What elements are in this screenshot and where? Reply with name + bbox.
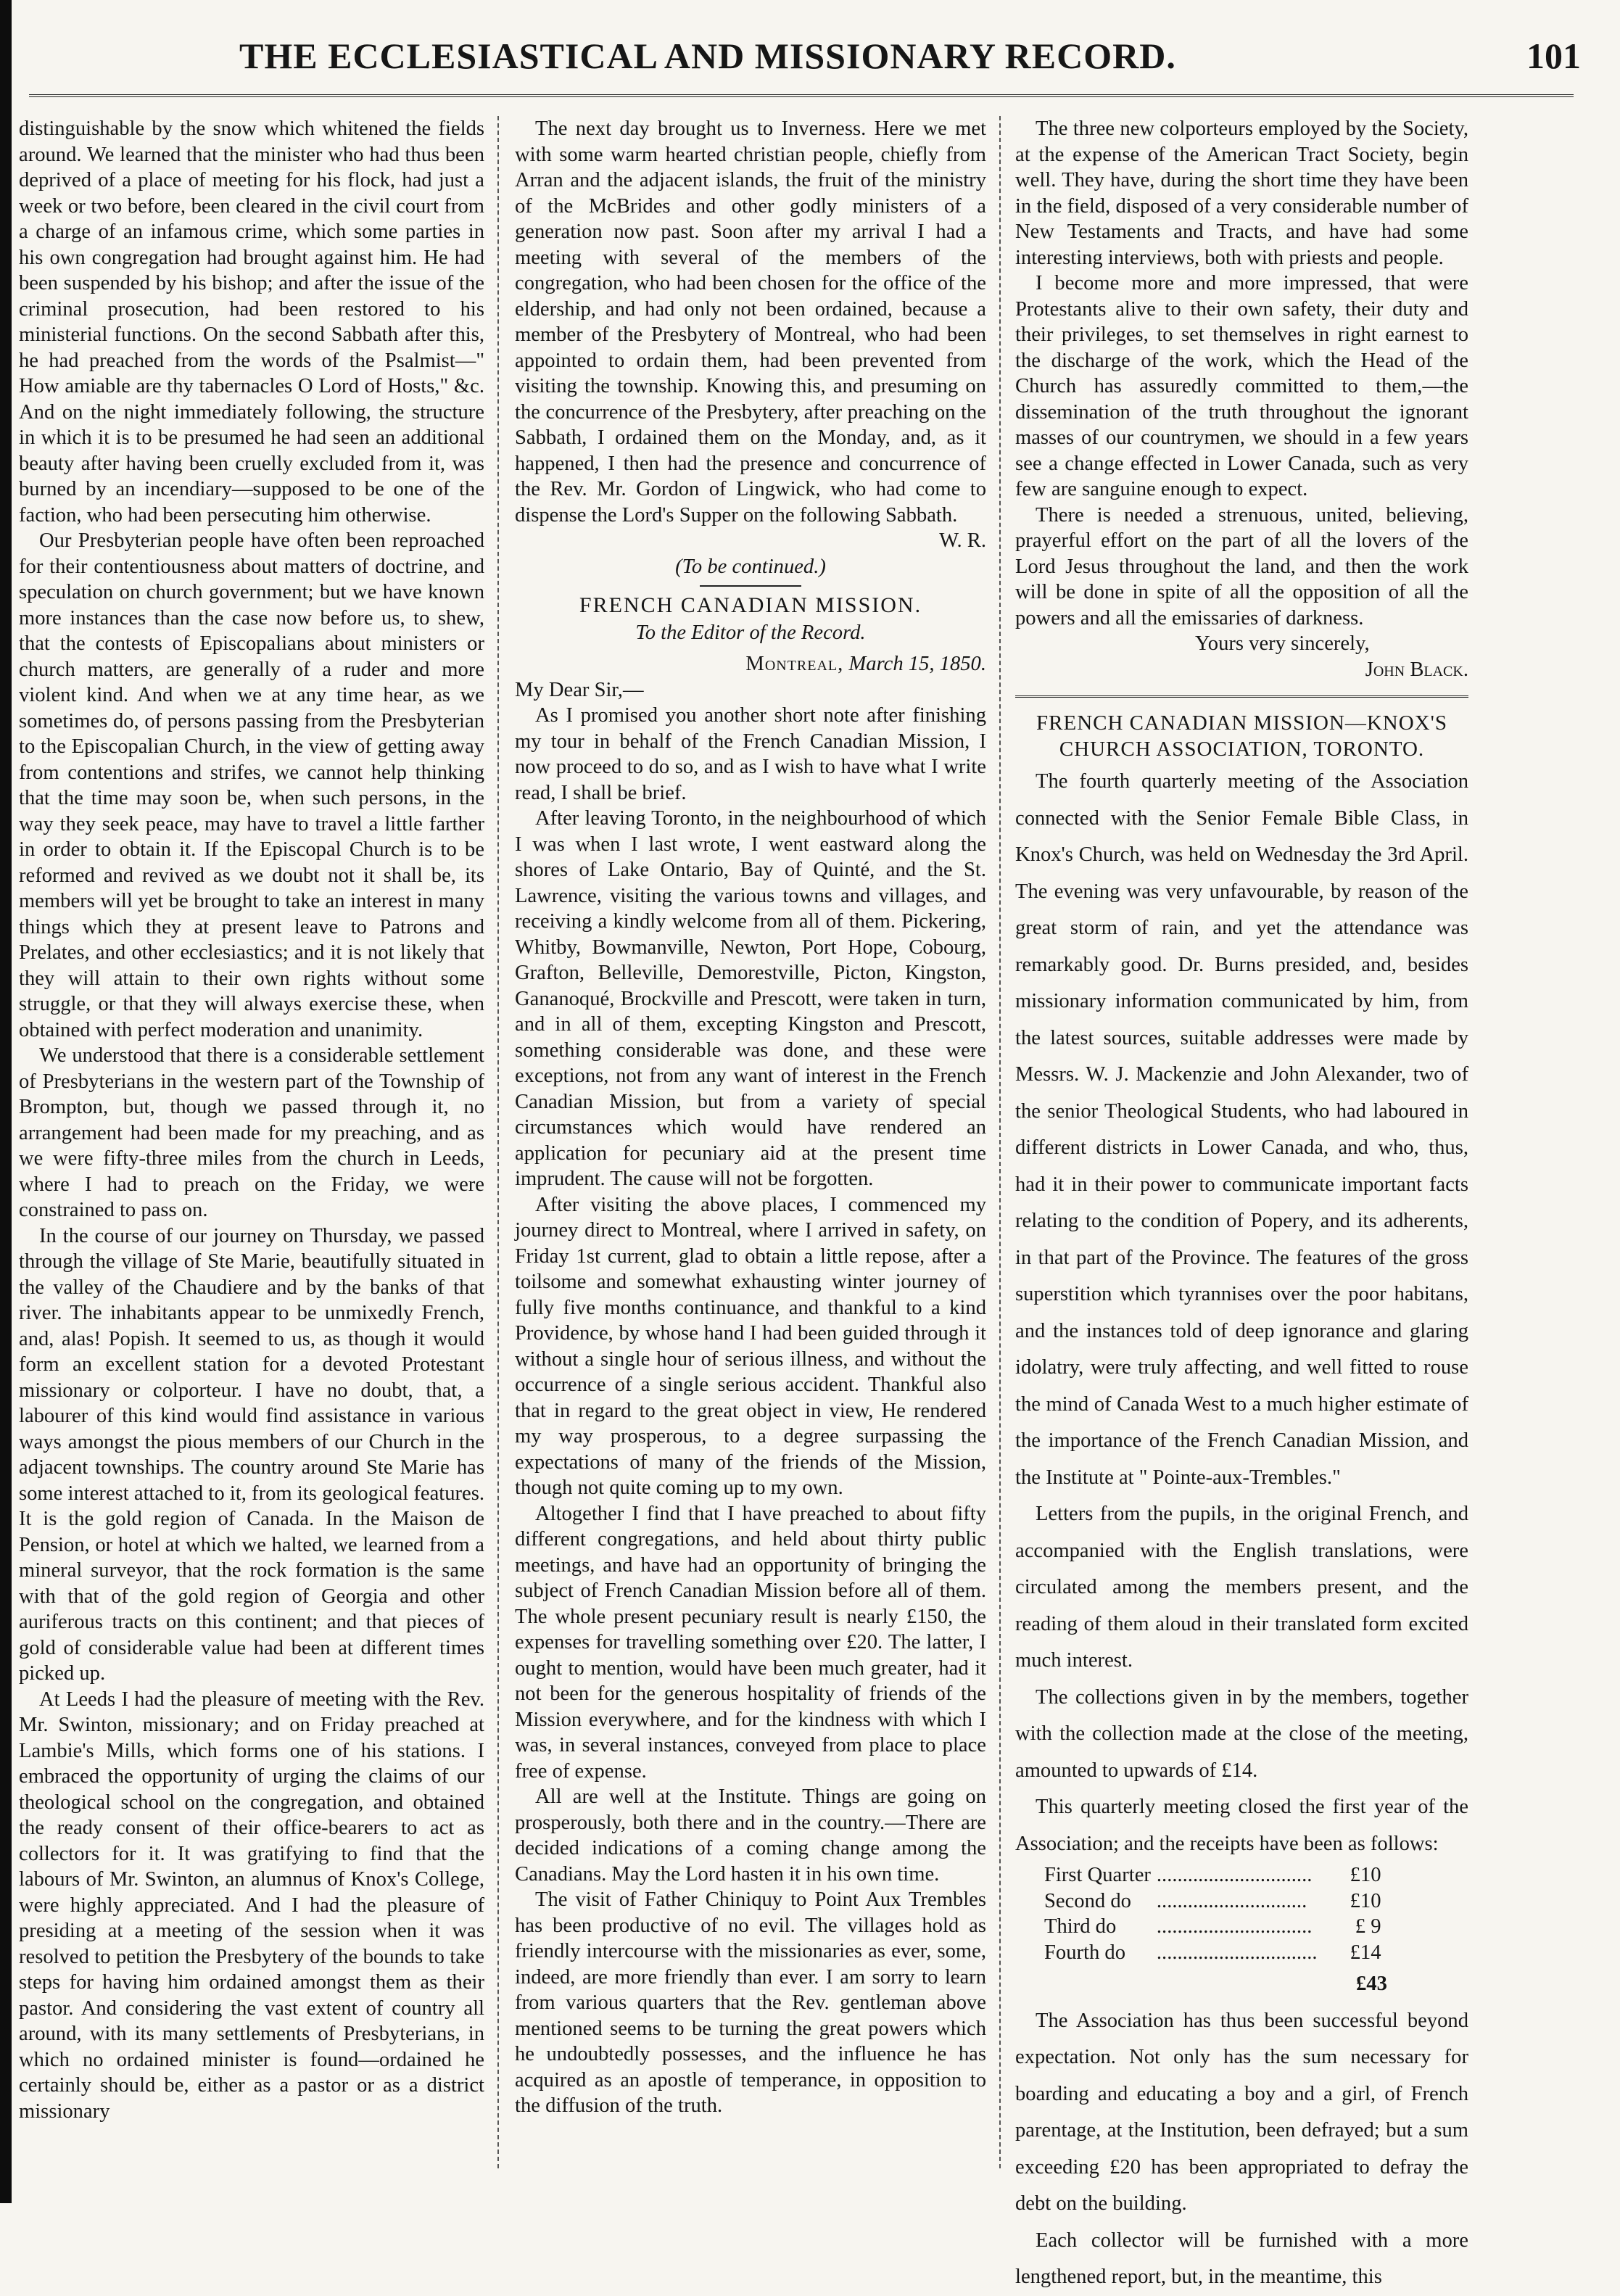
receipt-label: First Quarter (1044, 1864, 1151, 1886)
paragraph (515, 116, 986, 552)
paragraph: The fourth quarterly meeting of the Association connected with the Senior Female Bible Class, in Knox's Church, was held on Wednesday the 3rd April. The evening was very unfavourable, by reason of the great storm of rain, and yet the attendance was remarkably good. Dr. Burns presided, and, besides missionary information communicated by him, from the latest sources, suitable addresses were made by Messrs. W. J. Mackenzie and John Alexander, two of the senior Theological Students, who had laboured in different districts in Lower Canada, and who, thus, had it in their power to communicate important facts relating to the condition of Popery, and its adherents, in that part of the Province. The features of the gross superstition which tyrannises over the poor habitans, and the instances told of deep ignorance and glaring idolatry, were truly affecting, and well fitted to rouse the mind of Canada West to a much higher estimate of the importance of the French Canadian Mission, and the Institute at " Pointe-aux-Trembles." (1015, 770, 1468, 1489)
paragraph: The Association has thus been successful beyond expectation. Not only has the sum necessary for boarding and educating a boy and a girl, of French parentage, at the Institution, been defrayed; but a sum exceeding £20 has been appropriated to defray the debt on the building. (1015, 2009, 1468, 2215)
column-2 (515, 116, 986, 2119)
dot-leader: .............................. (1156, 1864, 1313, 1886)
paragraph: The three new colporteurs employed by the Society, at the expense of the American Tract Society, begin well. They have, during the short time they have been in the field, disposed of a very considerable number of New Testaments and Tracts, and have had some interesting interviews, both with priests and people. (1015, 117, 1468, 269)
paragraph: I become more and more impressed, that were Protestants alive to their own safety, their duty and their privileges, to set themselves in right earnest to the discharge of the work, which the Head of the Church has assuredly committed to them,—the dissemination of the truth throughout the ignorant masses of our countrymen, we should in a few years see a change effected in Lower Canada, such as very few are sanguine enough to expect. (1015, 272, 1468, 500)
dateline-date: March 15, 1850. (848, 653, 986, 675)
receipt-amount: £10 (1350, 1864, 1381, 1886)
letter-closing: Yours very sincerely, (1195, 632, 1370, 655)
salutation: My Dear Sir,— (515, 678, 644, 701)
paragraph: Our Presbyterian people have often been reproached for their contentiousness about matters of doctrine, and speculation on church government; but we have known more instances than the case now before us, to shew, that the contests of Episcopalians about ministers or church matters, are generally of a ruder and more violent kind. And when we at any time hear, as we sometimes do, of persons passing from the Presbyterian to the Episcopalian Church, in the view of getting away from contentions and strifes, we cannot help thinking that the time may soon be, when such persons, in the way they seek peace, may have to travel a little farther in order to obtain it. If the Episcopal Church is to be reformed and revived as we doubt not it shall be, its members will yet be brought to take an interest in many things which they at present leave to Patrons and Prelates, and other ecclesiastics; and it is not likely that they will attain to their own rights without some struggle, or that they will always exercise these, when obtained with perfect moderation and unanimity. (19, 529, 484, 1041)
dot-leader: ............................. (1156, 1889, 1307, 1912)
paragraph: At Leeds I had the pleasure of meeting with the Rev. Mr. Swinton, missionary; and on Friday preached at Lambie's Mills, which forms one of his stations. I embraced the opportunity of urging the claims of our theological school on the congregation, and obtained the ready consent of their office-bearers to act as collectors for it. It was gratifying to find that the labours of Mr. Swinton, an alumnus of Knox's College, were highly appreciated. And I had the pleasure of presiding at a meeting of the session when it was resolved to petition the Presbytery of the bounds to take steps for having him ordained amongst them as their pastor. And considering the vast extent of country all around, with its many settlements of Presbyterians, in which no ordained minister is found—ordained he certainly should be, either as a pastor or as a district missionary (19, 1688, 484, 2123)
column-1 (19, 116, 484, 2124)
receipt-amount: £ 9 (1355, 1915, 1381, 1938)
receipts-total: £43 (1356, 1973, 1387, 1995)
running-title: THE ECCLESIASTICAL AND MISSIONARY RECORD. (239, 36, 1176, 76)
table-row (1041, 1940, 1384, 1966)
dot-leader: .............................. (1156, 1915, 1313, 1938)
table-row (1041, 1862, 1384, 1888)
receipt-label: Fourth do (1044, 1941, 1126, 1964)
binding-shadow (0, 0, 12, 2203)
dot-leader: ............................... (1156, 1941, 1318, 1964)
paragraph: The visit of Father Chiniquy to Point Aux Trembles has been productive of no evil. The villages hold as friendly intercourse with the missionaries as ever, some, indeed, are more friendly than ever. I am sorry to learn from various quarters that the Rev. gentleman above mentioned seems to be turning the great powers which he undoubtedly possesses, and the influence he has acquired as an apostle of temperance, in opposition to the diffusion of the truth. (515, 1888, 986, 2117)
association-report-continued (1015, 2003, 1468, 2296)
column-rule (497, 116, 499, 2168)
author-initials: W. R. (939, 529, 986, 552)
header-rule (29, 94, 1574, 97)
association-report (1015, 764, 1468, 1862)
paragraph: In the course of our journey on Thursday, we passed through the village of Ste Marie, beautifully situated in the valley of the Chaudiere and by the banks of that river. The inhabitants appear to be unmixedly French, and, alas! Popish. It seemed to us, as though it would form an excellent station for a devoted Protestant missionary or colporteur. I have no doubt, that, a labourer of this kind would find assistance in various ways amongst the pious members of our Church in the adjacent townships. The country around Ste Marie has some interest attached to it, from its geological features. It is the gold region of Canada. In the Maison de Pension, or hotel at which we halted, we learned from a mineral surveyor, that the rock formation is the same with that of the gold region of Georgia and other auriferous tracts on this continent; and that pieces of gold of considerable value had been at different times picked up. (19, 1224, 484, 1685)
paragraph: Letters from the pupils, in the original French, and accompanied with the English translations, were circulated among the members present, and the reading of them aloud in their translated form excited much interest. (1015, 1503, 1468, 1672)
column-rule (999, 116, 1001, 2168)
page-header (29, 35, 1588, 86)
receipt-label: Second do (1044, 1889, 1131, 1912)
section-heading: FRENCH CANADIAN MISSION. (579, 593, 922, 617)
signature-name: John Black. (1365, 658, 1468, 681)
letter-signature (1015, 657, 1468, 683)
section-heading: FRENCH CANADIAN MISSION—KNOX'S CHURCH ASSOCIATION, TORONTO. (1036, 711, 1447, 761)
paragraph: There is needed a strenuous, united, believing, prayerful effort on the part of all the lovers of the Lord Jesus throughout the land, and then the work will be done in spite of all the opposition of all the powers and all the emissaries of darkness. (1015, 503, 1468, 629)
divider (700, 585, 801, 587)
dateline-place: Montreal, (745, 653, 844, 675)
table-row (1041, 1914, 1384, 1940)
receipt-amount: £14 (1350, 1941, 1381, 1964)
column-3 (1015, 116, 1468, 2296)
paragraph: After leaving Toronto, in the neighbourhood of which I was when I last wrote, I went eastward along the shores of Lake Ontario, Bay of Quinté, and the St. Lawrence, visiting the various towns and villages, and receiving a kindly welcome from all of them. Pickering, Whitby, Bowmanville, Newton, Port Hope, Cobourg, Grafton, Belleville, Demorestville, Picton, Kingston, Gananoqué, Brockville and Prescott, were taken in turn, and in all of them, excepting Kingston and Prescott, something considerable was done, and these were exceptions, not from any want of interest in the French Canadian Mission, but from a variety of special circumstances which would have rendered an application for pecuniary aid at the present time imprudent. The cause will not be forgotten. (515, 807, 986, 1190)
paragraph: After visiting the above places, I commenced my journey direct to Montreal, where I arrived in safety, on Friday 1st current, glad to obtain a little repose, after a toilsome and somewhat exhausting winter journey of fully five months continuance, and thankful to a kind Providence, by whose hand I had been guided through it without a single hour of serious illness, and without the occurrence of a single serious accident. Thankful also that in regard to the great object in view, He rendered my way prosperous, to a degree surpassing the expectations of many of the friends of the Mission, though not quite coming up to my own. (515, 1193, 986, 1499)
page-number: 101 (1526, 36, 1581, 76)
receipt-amount: £10 (1350, 1889, 1381, 1912)
paragraph: Altogether I find that I have preached to about fifty different congregations, and held about thirty public meetings, and have had an opportunity of bringing the subject of French Canadian Mission before all of them. The whole present pecuniary result is nearly £150, the expenses for travelling something over £20. The latter, I ought to mention, would have been much greater, had it not been for the generous hospitality of friends of the Mission everywhere, and for the kindness with which I was, in several instances, conveyed from place to place free of expense. (515, 1502, 986, 1783)
section-subheading: To the Editor of the Record. (635, 621, 866, 644)
paragraph: Each collector will be furnished with a more lengthened report, but, in the meantime, this (1015, 2229, 1468, 2288)
to-be-continued: (To be continued.) (675, 555, 826, 578)
paragraph: As I promised you another short note after finishing my tour in behalf of the French Canadian Mission, I now proceed to do so, and as I wish to have what I write read, I shall be brief. (515, 704, 986, 804)
divider (1015, 695, 1468, 698)
paragraph: The collections given in by the members, together with the collection made at the close of the meeting, amounted to upwards of £14. (1015, 1685, 1468, 1782)
receipts-table (1041, 1862, 1384, 1965)
paragraph: This quarterly meeting closed the first year of the Association; and the receipts have been as follows: (1015, 1796, 1468, 1855)
letter-dateline (515, 651, 986, 677)
paragraph: All are well at the Institute. Things are going on prosperously, both there and in the country.—There are decided indications of a coming change among the Canadians. May the Lord hasten it in his own time. (515, 1785, 986, 1886)
paragraph: We understood that there is a considerable settlement of Presbyterians in the western part of the Township of Brompton, but, though we passed through it, no arrangement had been made for my preaching, and as we were fifty-three miles from the church in Leeds, where I had to preach on the Friday, we were constrained to pass on. (19, 1044, 484, 1221)
paragraph-text: The next day brought us to Inverness. Here we met with some warm hearted christian people, chiefly from Arran and the adjacent islands, the fruit of the ministry of the McBrides and other godly ministers of a generation now past. Soon after my arrival I had a meeting with several of the members of the congregation, who had been chosen for the office of the eldership, and had only not been ordained, because a member of the Presbytery of Montreal, who had been appointed to ordain them, had been prevented from visiting the township. Knowing this, and presuming on the concurrence of the Presbytery, after preaching on the Sabbath, I ordained them on the Monday, and, as it happened, I then had the presence and concurrence of the Rev. Mr. Gordon of Lingwick, who had come to dispense the Lord's Supper on the following Sabbath. (515, 117, 986, 526)
paragraph: distinguishable by the snow which whitened the fields around. We learned that the minister who had thus been deprived of a place of meeting for his flock, had just a week or two before, been cleared in the civil court from a charge of an infamous crime, which some parties in his own congregation had brought against him. He had been suspended by his bishop; and after the issue of the criminal prosecution, had been restored to his ministerial functions. On the second Sabbath after this, he had preached from the words of the Psalmist—" How amiable are thy tabernacles O Lord of Hosts," &c. And on the night immediately following, the structure in which it is to be presumed he had seen an additional beauty after having been cruelly excluded from it, was burned by an incendiary—supposed to be one of the faction, who had been persecuting him otherwise. (19, 117, 484, 526)
receipt-label: Third do (1044, 1915, 1117, 1938)
table-row (1041, 1888, 1384, 1915)
